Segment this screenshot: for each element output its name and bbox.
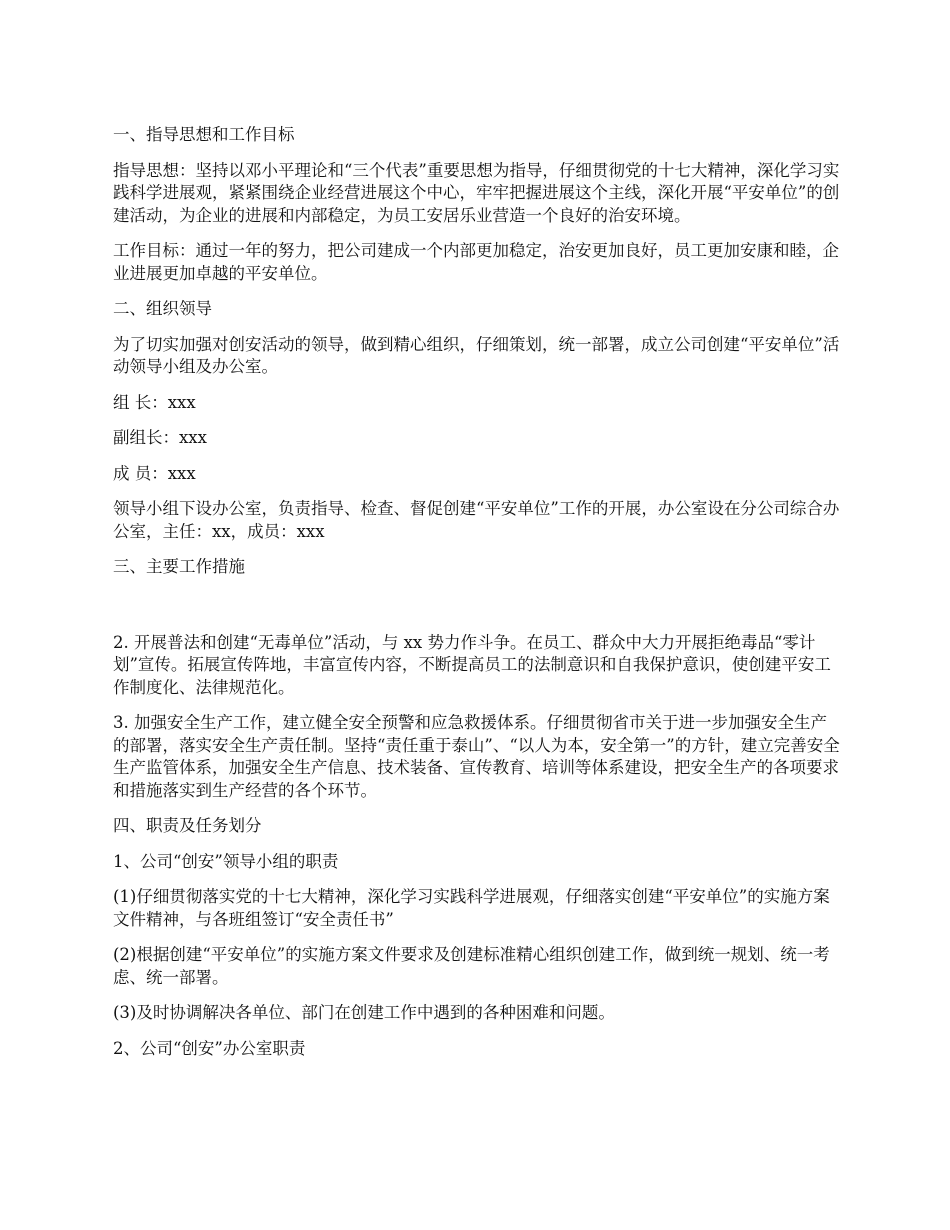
paragraph-organization: 为了切实加强对创安活动的领导，做到精心组织，仔细策划，统一部署，成立公司创建“平安单位”活动领导小组及办公室。	[113, 334, 840, 376]
duty-item-1: (1)仔细贯彻落实党的十七大精神，深化学习实践科学进展观，仔细落实创建“平安单位”的实施方案文件精神，与各班组签订“安全责任书”	[113, 887, 830, 929]
deputy-leader-line: 副组长：xxx	[113, 428, 207, 447]
section-heading-2: 二、组织领导	[113, 299, 212, 318]
leader-line: 组 长：xxx	[113, 392, 196, 412]
duty-item-3: (3)及时协调解决各单位、部门在创建工作中遇到的各种困难和问题。	[113, 1003, 615, 1022]
paragraph-work-goal: 工作目标：通过一年的努力，把公司建成一个内部更加稳定，治安更加良好，员工更加安康和睦，企业进展更加卓越的平安单位。	[113, 241, 839, 283]
paragraph-office: 领导小组下设办公室，负责指导、检查、督促创建“平安单位”工作的开展，办公室设在分公司综合办公室，主任：xx，成员：xxx	[113, 499, 840, 541]
section-heading-4: 四、职责及任务划分	[113, 816, 262, 835]
document-page	[113, 124, 843, 1073]
subheading-office-duties: 2、公司“创安”办公室职责	[113, 1038, 306, 1058]
section-heading-1: 一、指导思想和工作目标	[113, 125, 295, 144]
blank-space	[113, 592, 843, 632]
paragraph-measure-2: 2. 开展普法和创建“无毒单位”活动，与 xx 势力作斗争。在员工、群众中大力开展拒绝毒品“零计划”宣传。拓展宣传阵地，丰富宣传内容，不断提高员工的法制意识和自我保护意识，使创建平安工作制度化、法律规范化。	[113, 632, 831, 697]
paragraph-measure-3: 3. 加强安全生产工作，建立健全安全预警和应急救援体系。仔细贯彻省市关于进一步加强安全生产的部署，落实安全生产责任制。坚持“责任重于泰山”、“以人为本，安全第一”的方针，建立完善安全生产监管体系，加强安全生产信息、技术装备、宣传教育、培训等体系建设，把安全生产的各项要求和措施落实到生产经营的各个环节。	[113, 713, 840, 800]
section-heading-3: 三、主要工作措施	[113, 557, 245, 576]
subheading-leadership-duties: 1、公司“创安”领导小组的职责	[113, 851, 339, 871]
member-line: 成 员：xxx	[113, 463, 196, 483]
paragraph-guiding-thought: 指导思想：坚持以邓小平理论和“三个代表”重要思想为指导，仔细贯彻党的十七大精神，深化学习实践科学进展观，紧紧围绕企业经营进展这个中心，牢牢把握进展这个主线，深化开展“平安单位”的创建活动，为企业的进展和内部稳定，为员工安居乐业营造一个良好的治安环境。	[113, 160, 840, 225]
duty-item-2: (2)根据创建“平安单位”的实施方案文件要求及创建标准精心组织创建工作，做到统一规划、统一考虑、统一部署。	[113, 945, 830, 987]
